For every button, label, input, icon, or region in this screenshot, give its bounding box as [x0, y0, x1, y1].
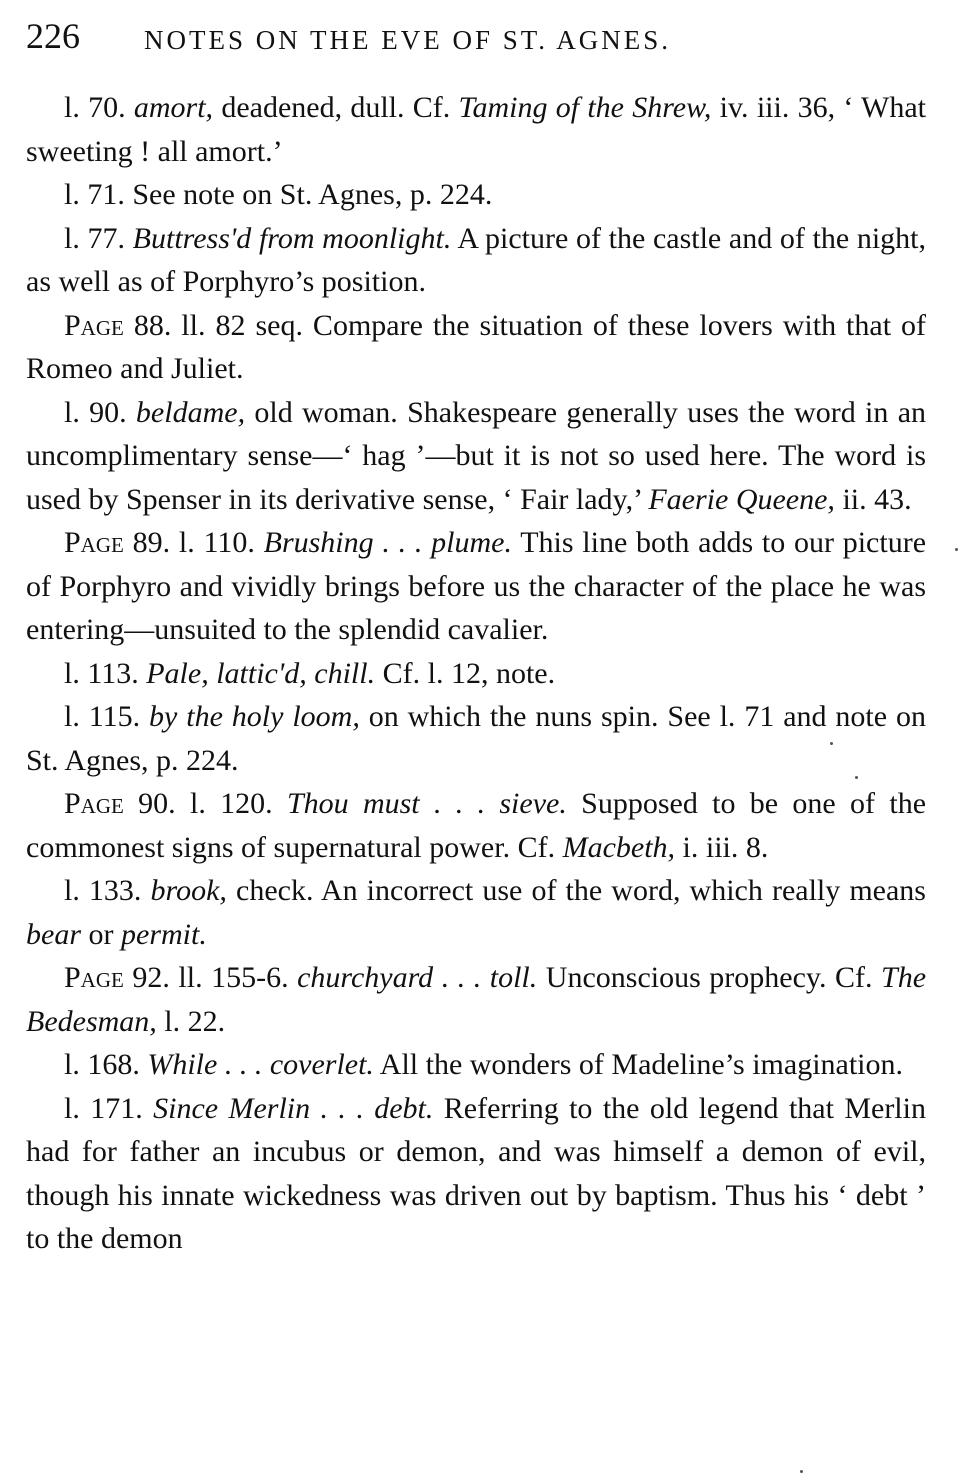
lemma: While . . . coverlet.: [139, 1048, 374, 1081]
note-l71: [26, 173, 926, 217]
note-page89: [26, 521, 926, 652]
gloss: This line both adds to our picture of Porphyro and vividly brings before us the character of the place he was entering—unsuited to the splendid cavalier.: [26, 526, 927, 646]
lemma: amort,: [133, 91, 214, 124]
page: [26, 14, 926, 1261]
lemma: Since Merlin . . . debt.: [142, 1091, 434, 1125]
note-l133: [26, 869, 926, 956]
stray-mark: [800, 1470, 803, 1473]
stray-mark: [830, 742, 833, 745]
line-ref: l. 133.: [64, 874, 142, 907]
conjunction: or: [81, 917, 121, 951]
notes-list: [26, 86, 926, 1261]
citation: ii. 43.: [834, 482, 912, 516]
lemma: brook,: [141, 874, 227, 907]
line-ref: l. 70.: [64, 91, 126, 124]
gloss: Cf. l. 12, note.: [375, 656, 556, 690]
gloss: All the wonders of Madeline’s imagination.: [373, 1048, 904, 1081]
emphasis: bear: [26, 917, 81, 951]
line-ref: l. 113.: [64, 656, 139, 690]
gloss: Unconscious prophecy. Cf.: [537, 961, 882, 994]
note-page90: [26, 782, 926, 869]
emphasis: permit.: [121, 917, 207, 951]
note-l168: [26, 1043, 926, 1087]
lemma: Thou must . . . sieve.: [272, 787, 567, 820]
page-label: Page 90.: [64, 787, 176, 820]
lemma: beldame,: [126, 395, 246, 429]
gloss: See note on St. Agnes, p. 224.: [124, 178, 493, 211]
gloss: Referring to the old legend that Merlin had for father an incubus or demon, and was himself a demon of evil, though his innate wickedness was driven out by baptism. Thus his ‘ debt ’ to the demon: [26, 1091, 926, 1255]
note-l115: [26, 695, 926, 782]
lemma: Brushing . . . plume.: [254, 526, 512, 559]
line-ref: ll. 82 seq.: [171, 308, 303, 342]
note-l113: [26, 652, 926, 696]
page-label: Page 89.: [64, 526, 171, 559]
note-l70: [26, 86, 926, 173]
work-title: The Bedesman,: [26, 961, 927, 1038]
work-title: Macbeth,: [562, 830, 676, 864]
citation: i. iii. 8.: [675, 830, 769, 864]
stray-mark: [855, 776, 858, 779]
line-ref: l. 171.: [64, 1091, 143, 1125]
lemma: Pale, lattic'd, chill.: [138, 656, 376, 690]
note-page88: [26, 304, 926, 391]
running-head: NOTES ON THE EVE OF ST. AGNES.: [144, 25, 672, 55]
lemma: churchyard . . . toll.: [288, 961, 538, 994]
line-ref: l. 110.: [170, 526, 255, 559]
gloss: A picture of the castle and of the night, as well as of Porphyro’s position.: [26, 221, 927, 298]
page-number: 226: [26, 16, 80, 56]
citation: l. 22.: [156, 1004, 226, 1038]
gloss: old woman. Shakespeare generally uses the word in an uncomplimentary sense—‘ hag ’—but it is not so used here. The word is used by Spenser in its derivative sense, ‘ Fair lady,’: [26, 395, 927, 516]
note-page92: [26, 956, 926, 1043]
line-ref: l. 115.: [64, 700, 141, 733]
line-ref: l. 77.: [64, 221, 125, 255]
stray-mark: [955, 548, 958, 551]
page-label: Page 92.: [64, 961, 170, 994]
work-title: Taming of the Shrew,: [458, 91, 712, 124]
line-ref: l. 71.: [64, 178, 125, 211]
line-ref: l. 120.: [175, 787, 273, 820]
page-header: [26, 14, 926, 64]
line-ref: ll. 155-6.: [169, 961, 289, 994]
gloss: Supposed to be one of the commonest signs of supernatural power. Cf.: [26, 787, 927, 864]
citation: iv. iii. 36, ‘ What sweeting ! all amort.’: [26, 91, 927, 168]
note-l77: [26, 217, 926, 304]
gloss: Compare the situation of these lovers with that of Romeo and Juliet.: [26, 308, 927, 385]
page-label: Page 88.: [64, 308, 172, 342]
note-l171: [26, 1087, 926, 1261]
gloss: on which the nuns spin. See l. 71 and note on St. Agnes, p. 224.: [26, 700, 926, 777]
work-title: Faerie Queene,: [648, 482, 835, 516]
lemma: by the holy loom,: [140, 700, 360, 733]
note-l90: [26, 391, 926, 522]
gloss: deadened, dull. Cf.: [213, 91, 459, 124]
line-ref: l. 90.: [64, 395, 127, 429]
gloss: check. An incorrect use of the word, which really means: [226, 874, 926, 907]
line-ref: l. 168.: [64, 1048, 140, 1081]
lemma: Buttress'd from moonlight.: [125, 221, 452, 255]
